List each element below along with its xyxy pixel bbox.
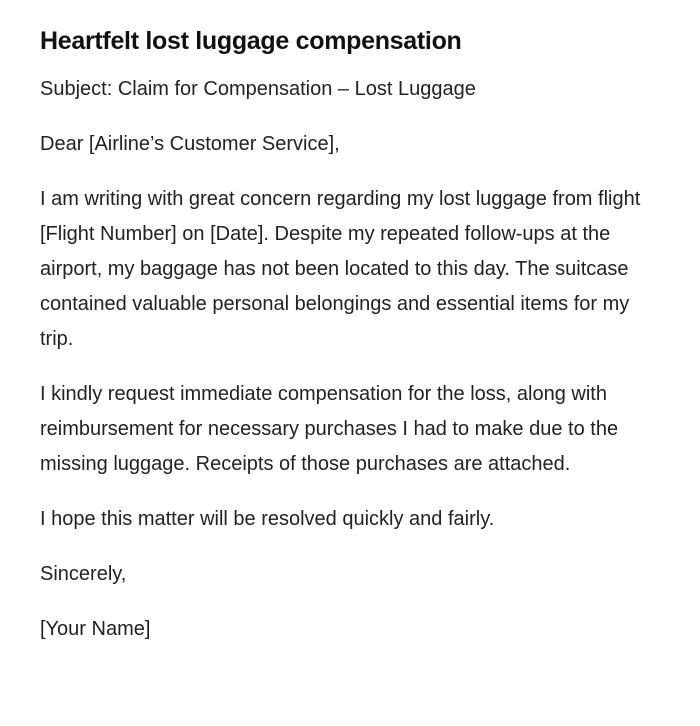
letter-closing: Sincerely, xyxy=(40,563,127,585)
letter-paragraph-1: I am writing with great concern regarding my lost luggage from flight [Flight Number] on [Date]. Despite my repeated follow-ups at the airport, my baggage has not been located to this day. The suitcase contained valuable personal belongings and essential items for my trip. xyxy=(40,188,641,350)
letter-paragraph-3: I hope this matter will be resolved quickly and fairly. xyxy=(40,508,495,530)
page-title: Heartfelt lost luggage compensation xyxy=(40,27,462,55)
letter-salutation: Dear [Airline’s Customer Service], xyxy=(40,133,340,155)
letter-paragraph-2: I kindly request immediate compensation for the loss, along with reimbursement for necessary purchases I had to make due to the missing luggage. Receipts of those purchases are attached. xyxy=(40,383,619,475)
letter-subject: Subject: Claim for Compensation – Lost Luggage xyxy=(40,78,476,100)
letter-signature: [Your Name] xyxy=(40,618,151,640)
